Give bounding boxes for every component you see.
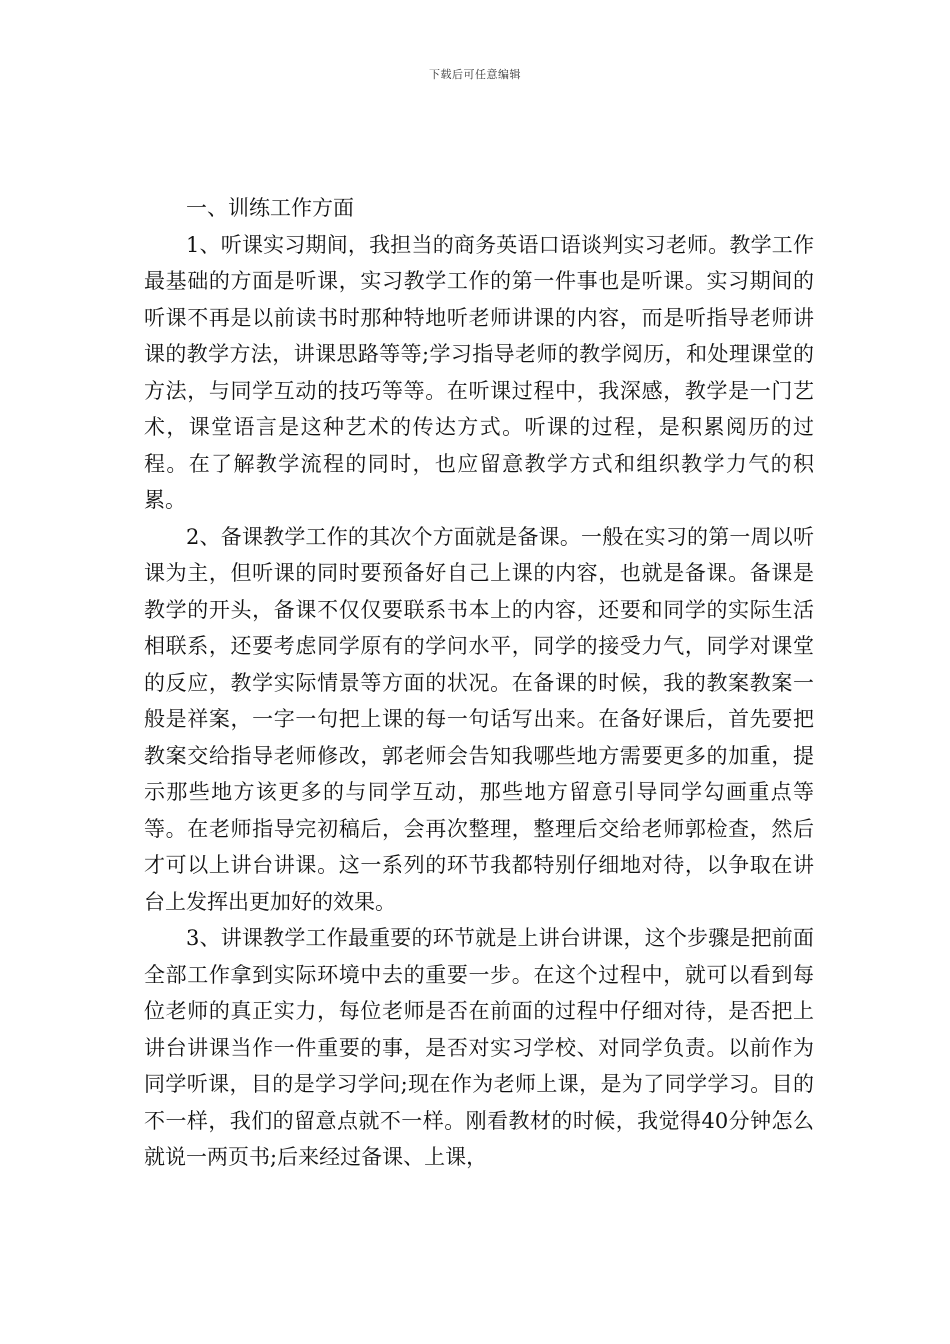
paragraph-1: 1、听课实习期间，我担当的商务英语口语谈判实习老师。教学工作最基础的方面是听课，实习教学工作的第一件事也是听课。实习期间的听课不再是以前读书时那种特地听老师讲课的内容，而是听指导老师讲课的教学方法，讲课思路等等;学习指导老师的教学阅历，和处理课堂的方法，与同学互动的技巧等等。在听课过程中，我深感，教学是一门艺术，课堂语言是这种艺术的传达方式。听课的过程，是积累阅历的过程。在了解教学流程的同时，也应留意教学方式和组织教学力气的积累。 [144, 232, 814, 512]
paragraph-2: 2、备课教学工作的其次个方面就是备课。一般在实习的第一周以听课为主，但听课的同时要预备好自己上课的内容，也就是备课。备课是教学的开头，备课不仅仅要联系书本上的内容，还要和同学的实际生活相联系，还要考虑同学原有的学问水平，同学的接受力气，同学对课堂的反应，教学实际情景等方面的状况。在备课的时候，我的教案教案一般是祥案，一字一句把上课的每一句话写出来。在备好课后，首先要把教案交给指导老师修改，郭老师会告知我哪些地方需要更多的加重，提示那些地方该更多的与同学互动，那些地方留意引导同学勾画重点等等。在老师指导完初稿后，会再次整理，整理后交给老师郭检查，然后才可以上讲台讲课。这一系列的环节我都特别仔细地对待，以争取在讲台上发挥出更加好的效果。 [144, 524, 814, 914]
header-text: 下载后可任意编辑 [429, 68, 521, 81]
paragraph-3: 3、讲课教学工作最重要的环节就是上讲台讲课，这个步骤是把前面全部工作拿到实际环境中去的重要一步。在这个过程中，就可以看到每位老师的真正实力，每位老师是否在前面的过程中仔细对待，是否把上讲台讲课当作一件重要的事，是否对实习学校、对同学负责。以前作为同学听课，目的是学习学问;现在作为老师上课，是为了同学学习。目的不一样，我们的留意点就不一样。刚看教材的时候，我觉得40分钟怎么就说一两页书;后来经过备课、上课， [144, 926, 814, 1169]
section-title: 一、训练工作方面 [186, 196, 354, 220]
page-header [0, 66, 950, 82]
document-body [144, 190, 814, 1176]
